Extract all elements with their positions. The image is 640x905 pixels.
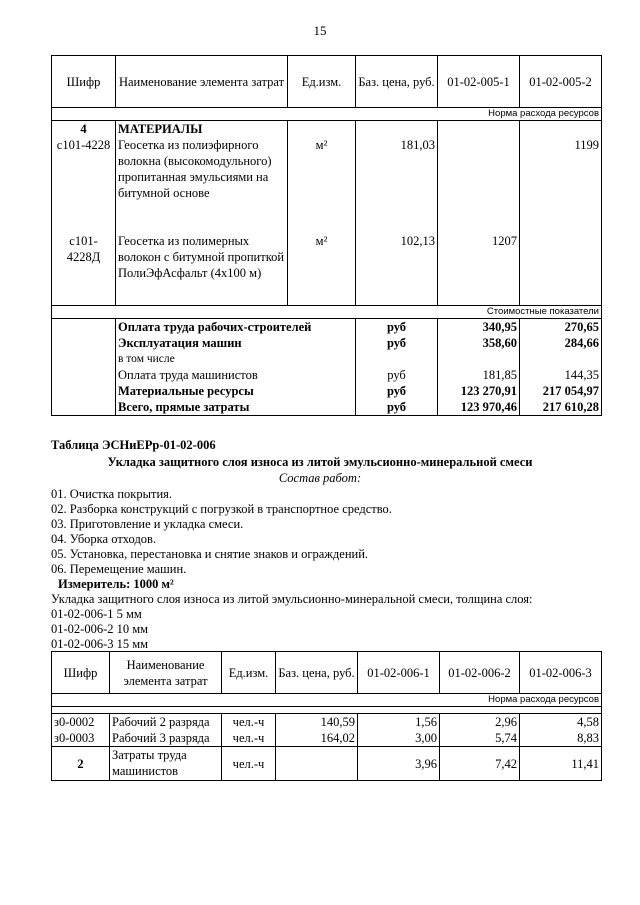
resource-table-1 bbox=[51, 55, 602, 416]
subheader-label: Норма расхода ресурсов bbox=[52, 694, 602, 707]
section-number: 4 bbox=[52, 121, 116, 138]
row-c1: 1,56 bbox=[358, 714, 440, 731]
table-row bbox=[52, 714, 602, 731]
header-unit: Ед.изм. bbox=[222, 652, 276, 694]
header-code: Шифр bbox=[52, 56, 116, 108]
row-c2: 5,74 bbox=[440, 730, 520, 747]
table-row bbox=[52, 730, 602, 747]
meter-label: Измеритель: 1000 м² bbox=[58, 577, 174, 591]
cost-unit: руб bbox=[356, 399, 438, 416]
header-price: Баз. цена, руб. bbox=[276, 652, 358, 694]
row-name: Геосетка из полимерных волокон с битумной пропиткой ПолиЭфАсфальт (4x100 м) bbox=[116, 233, 288, 305]
row-unit: м² bbox=[288, 137, 356, 233]
header-name: Наименование элемента затрат bbox=[116, 56, 288, 108]
row-price: 181,03 bbox=[356, 137, 438, 233]
cost-c1: 358,60 bbox=[438, 335, 520, 351]
row-c1: 3,00 bbox=[358, 730, 440, 747]
work-step: 03. Приготовление и укладка смеси. bbox=[51, 517, 244, 531]
cost-name: Всего, прямые затраты bbox=[116, 399, 356, 416]
row-c1 bbox=[438, 137, 520, 233]
cost-c2: 284,66 bbox=[520, 335, 602, 351]
cost-unit: руб bbox=[356, 383, 438, 399]
table-row bbox=[52, 137, 602, 233]
header-col1: 01-02-005-1 bbox=[438, 56, 520, 108]
work-step: 06. Перемещение машин. bbox=[51, 562, 187, 576]
cost-row bbox=[52, 351, 602, 367]
row-code: з0-0002 bbox=[52, 714, 110, 731]
row-name: Рабочий 3 разряда bbox=[110, 730, 222, 747]
work-step: 05. Установка, перестановка и снятие знаков и ограждений. bbox=[51, 547, 369, 561]
work-step: 04. Уборка отходов. bbox=[51, 532, 157, 546]
row-price: 102,13 bbox=[356, 233, 438, 305]
summary-c2: 7,42 bbox=[440, 747, 520, 781]
cost-c2: 144,35 bbox=[520, 367, 602, 383]
row-unit: чел.-ч bbox=[222, 714, 276, 731]
header-col2: 01-02-005-2 bbox=[520, 56, 602, 108]
section-title: МАТЕРИАЛЫ bbox=[116, 121, 288, 138]
work-step: 02. Разборка конструкций с погрузкой в транспортное средство. bbox=[51, 502, 392, 516]
spacer-row bbox=[52, 707, 602, 714]
header-col3: 01-02-006-3 bbox=[520, 652, 602, 694]
cost-row bbox=[52, 399, 602, 416]
row-price: 140,59 bbox=[276, 714, 358, 731]
cost-c2: 217 610,28 bbox=[520, 399, 602, 416]
work-step: 01. Очистка покрытия. bbox=[51, 487, 173, 501]
row-name: Геосетка из полиэфирного волокна (высокомодульного) пропитанная эмульсиями на битумной основе bbox=[116, 137, 288, 233]
cost-unit: руб bbox=[356, 367, 438, 383]
header-unit: Ед.изм. bbox=[288, 56, 356, 108]
description: Укладка защитного слоя износа из литой эмульсионно-минеральной смеси, толщина слоя: bbox=[51, 592, 533, 606]
subheader-row bbox=[52, 694, 602, 707]
table-header-row bbox=[52, 652, 602, 694]
header-col2: 01-02-006-2 bbox=[440, 652, 520, 694]
table-header-row bbox=[52, 56, 602, 108]
summary-c3: 11,41 bbox=[520, 747, 602, 781]
page-number: 15 bbox=[313, 23, 327, 38]
summary-name: Затраты труда машинистов bbox=[110, 747, 222, 781]
cost-row bbox=[52, 318, 602, 335]
header-code: Шифр bbox=[52, 652, 110, 694]
row-price: 164,02 bbox=[276, 730, 358, 747]
section-subtitle: Укладка защитного слоя износа из литой эмульсионно-минеральной смеси bbox=[107, 455, 533, 469]
header-price: Баз. цена, руб. bbox=[356, 56, 438, 108]
variant-item: 01-02-006-2 10 мм bbox=[51, 622, 149, 636]
cost-c2: 217 054,97 bbox=[520, 383, 602, 399]
row-name: Рабочий 2 разряда bbox=[110, 714, 222, 731]
summary-unit: чел.-ч bbox=[222, 747, 276, 781]
row-code: с101-4228 bbox=[52, 137, 116, 233]
row-c1: 1207 bbox=[438, 233, 520, 305]
row-c2: 1199 bbox=[520, 137, 602, 233]
row-code: с101-4228Д bbox=[52, 233, 116, 305]
cost-c1: 181,85 bbox=[438, 367, 520, 383]
cost-c2: 270,65 bbox=[520, 318, 602, 335]
cost-name: в том числе bbox=[116, 351, 356, 367]
resource-table-2 bbox=[51, 651, 602, 781]
summary-code: 2 bbox=[52, 747, 110, 781]
variant-item: 01-02-006-3 15 мм bbox=[51, 637, 149, 651]
cost-name: Материальные ресурсы bbox=[116, 383, 356, 399]
cost-unit: руб bbox=[356, 335, 438, 351]
composition-label: Состав работ: bbox=[278, 471, 362, 485]
subheader-row bbox=[52, 108, 602, 121]
table-title: Таблица ЭСНиЕРр-01-02-006 bbox=[51, 438, 216, 452]
cost-unit: руб bbox=[356, 318, 438, 335]
row-unit: чел.-ч bbox=[222, 730, 276, 747]
cost-c1: 123 270,91 bbox=[438, 383, 520, 399]
row-c2: 2,96 bbox=[440, 714, 520, 731]
cost-row bbox=[52, 367, 602, 383]
cost-c1: 340,95 bbox=[438, 318, 520, 335]
subheader-label: Норма расхода ресурсов bbox=[52, 108, 602, 121]
cost-name: Оплата труда машинистов bbox=[116, 367, 356, 383]
cost-name: Эксплуатация машин bbox=[116, 335, 356, 351]
cost-c1: 123 970,46 bbox=[438, 399, 520, 416]
row-c2 bbox=[520, 233, 602, 305]
cost-row bbox=[52, 383, 602, 399]
table-row bbox=[52, 233, 602, 305]
header-name: Наименование элемента затрат bbox=[110, 652, 222, 694]
row-c3: 8,83 bbox=[520, 730, 602, 747]
summary-price bbox=[276, 747, 358, 781]
cost-header-label: Стоимостные показатели bbox=[52, 305, 602, 318]
cost-name: Оплата труда рабочих-строителей bbox=[116, 318, 356, 335]
row-c3: 4,58 bbox=[520, 714, 602, 731]
summary-c1: 3,96 bbox=[358, 747, 440, 781]
cost-header-row bbox=[52, 305, 602, 318]
summary-row bbox=[52, 747, 602, 781]
row-code: з0-0003 bbox=[52, 730, 110, 747]
section-row bbox=[52, 121, 602, 138]
variant-item: 01-02-006-1 5 мм bbox=[51, 607, 142, 621]
header-col1: 01-02-006-1 bbox=[358, 652, 440, 694]
row-unit: м² bbox=[288, 233, 356, 305]
cost-row bbox=[52, 335, 602, 351]
